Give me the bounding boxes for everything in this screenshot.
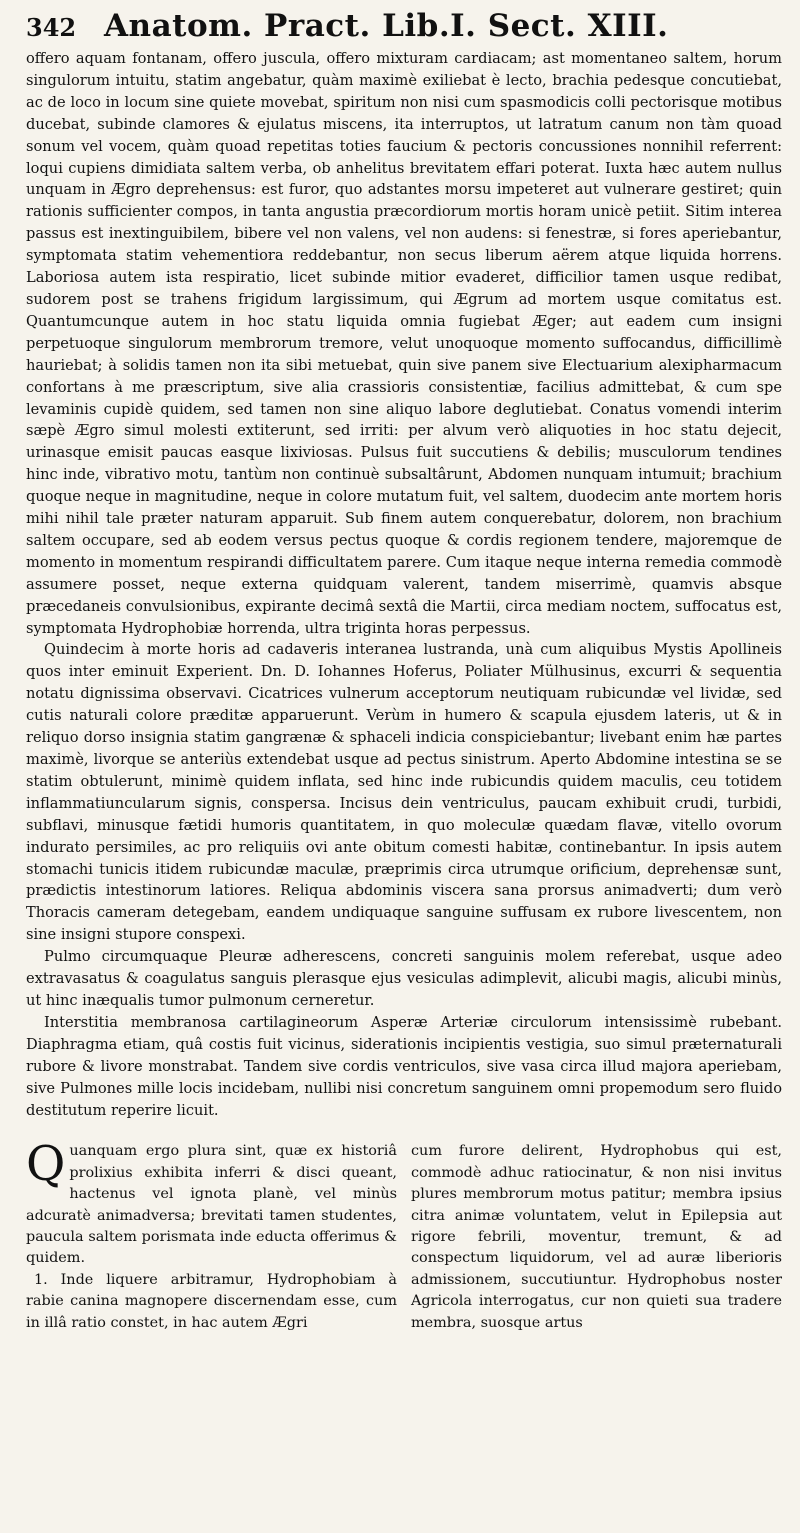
paragraph-trachea-diaphragm: Interstitia membranosa cartilagineorum Asperæ Arteriæ circulorum intensissimè rubebant. Diaphragma etiam, quâ costis fuit vicinus, siderationis incipientis vestigia, suo simul præternaturali rubore & livore monstrabat. Tandem sive cordis ventriculos, sive vasa circa illud majora aperiebam, sive Pulmones mille locis incidebam, nullibi nisi concretum sanguinem omni propemodum sero fluido destitutum reperire licuit.: [26, 1013, 782, 1119]
page-header: [26, 8, 782, 48]
porism-1: 1. Inde liquere arbitramur, Hydrophobiam à rabie canina magnopere discernendam esse, cum in illâ ratio constet, in hac autem Ægri: [26, 1271, 397, 1331]
right-column-text: cum furore delirent, Hydrophobus qui est, commodè adhuc ratiocinatur, & non nisi invitus plures membrorum motus patitur; membra ipsius citra animæ voluntatem, velut in Epilepsia aut rigore febrili, moventur, tremunt, & ad conspectum liquidorum, vel ad auræ liberioris admissionem, succutiuntur. Hydrophobus noster Agricola interrogatus, cur non quieti sua tradere membra, suosque artus: [411, 1143, 782, 1331]
drop-cap: Q: [26, 1136, 66, 1193]
left-column: [26, 1136, 397, 1334]
right-column: [411, 1141, 782, 1334]
paragraph-case-history: offero aquam fontanam, offero juscula, offero mixturam cardiacam; ast momentaneo saltem, horum singulorum intuitu, statim angebatur, quàm maximè exiliebat è lecto, brachia pedesque concutiebat, ac de loco in locum sine quiete movebat, spiritum non nisi cum spasmodicis colli pectorisque motibus ducebat, subinde clamores & ejulatus miscens, ita interruptos, ut latratum canum non tàm quoad sonum vel vocem, quàm quoad repetitas toties faucium & pectoris concussiones nonnihil referrent: loqui cupiens dimidiata saltem verba, ob anhelitus brevitatem effari poterat. Iuxta hæc autem nullus unquam in Ægro deprehensus: est furor, quo adstantes morsu impeteret aut vulnerare gestiret; quin rationis sufficienter compos, in tanta angustia præcordiorum mortis horam unicè petiit. Sitim interea passus est inextinguibilem, bibere vel non valens, vel non audens: si fenestræ, si fores aperiebantur, symptomata statim vehementiora reddebantur, non secus liberum aërem atque liquida horrens. Laboriosa autem ista respiratio, licet subinde mitior evaderet, difficilior tamen usque redibat, sudorem post se trahens frigidum largissimum, qui Ægrum ad mortem usque comitatus est. Quantumcunque autem in hoc statu liquida omnia fugiebat Æger; aut eadem cum insigni perpetuoque singulorum membrorum tremore, velut unoquoque momento suffocandus, difficillimè hauriebat; à solidis tamen non ita sibi metuebat, quin sive panem sive Electuarium alexipharmacum confortans à me præscriptum, sive alia crassioris consistentiæ, facilius admittebat, & cum spe levaminis cupidè quidem, sed tamen non sine aliquo labore deglutiebat. Conatus vomendi interim sæpè Ægro simul molesti extiterunt, sed irriti: per alvum verò aliquoties in hoc statu dejecit, urinasque emisit paucas easque lixiviosas. Pulsus fuit succutiens & debilis; musculorum tendines hinc inde, vibrativo motu, tantùm non continuè subsaltârunt, Abdomen nunquam intumuit; brachium quoque neque in magnitudine, neque in colore mutatum fuit, vel saltem, duodecim ante mortem horis mihi nihil tale præter naturam apparuit. Sub finem autem conquerebatur, dolorem, non brachium saltem occupare, sed ab eodem versus pectus quoque & cordis regionem tendere, majoremque de momento in momentum respirandi difficultatem parere. Cum itaque neque interna remedia commodè assumere posset, neque externa quidquam valerent, tandem miserrimè, quamvis absque præcedaneis convulsionibus, expirante decimâ sextâ die Martii, circa mediam noctem, suffocatus est, symptomata Hydrophobiæ horrenda, ultra triginta horas perpessus.: [26, 50, 782, 637]
paragraph-autopsy: Quindecim à morte horis ad cadaveris interanea lustranda, unà cum aliquibus Mystis Apollineis quos inter eminuit Experient. Dn. D. Iohannes Hoferus, Poliater Mülhusinus, excurri & sequentia notatu dignissima observavi. Cicatrices vulnerum acceptorum neutiquam rubicundæ vel lividæ, sed cutis naturali colore præditæ apparuerunt. Verùm in humero & scapula ejusdem lateris, ut & in reliquo dorso insignia statim gangrænæ & sphaceli indicia conspiciebantur; livebant enim hæ partes maximè, livorque se anteriùs extendebat usque ad pectus sinistrum. Aperto Abdomine intestina se se statim obtulerunt, minimè quidem inflata, sed hinc inde rubicundis quidem maculis, ceu totidem inflammatiuncularum signis, conspersa. Incisus dein ventriculus, paucam exhibuit crudi, turbidi, subflavi, minusque fætidi humoris quantitatem, in quo moleculæ quædam flavæ, vitello ovorum indurato persimiles, ac pro reliquiis ovi ante obitum comesti habitæ, continebantur. In ipsis autem stomachi tunicis itidem rubicundæ maculæ, præprimis circa utrumque orificium, deprehensæ sunt, prædictis intestinorum latiores. Reliqua abdominis viscera sana prorsus animadverti; dum verò Thoracis cameram detegebam, eandem undiquaque sanguine suffusam ex rubore livescentem, non sine insigni stupore conspexi.: [26, 641, 782, 944]
intro-paragraph: [26, 1136, 397, 1269]
paragraph-lungs: Pulmo circumquaque Pleuræ adherescens, concreti sanguinis molem referebat, usque adeo extravasatus & coagulatus sanguis plerasque ejus vesiculas adimplevit, alicubi magis, alicubi minùs, ut hinc inæqualis tumor pulmonum cerneretur.: [26, 948, 782, 1009]
main-text: [26, 48, 782, 1121]
two-column-section: [26, 1136, 782, 1334]
section-gap: [26, 1121, 782, 1135]
intro-text: uanquam ergo plura sint, quæ ex historiâ prolixius exhibita inferri & disci queant, hactenus vel ignota planè, vel minùs adcuratè animadversa; brevitati tamen studentes, paucula saltem porismata inde educta offerimus & quidem.: [26, 1143, 397, 1267]
page-number: 342: [26, 13, 77, 42]
running-head: Anatom. Pract. Lib.I. Sect. XIII.: [104, 8, 669, 44]
